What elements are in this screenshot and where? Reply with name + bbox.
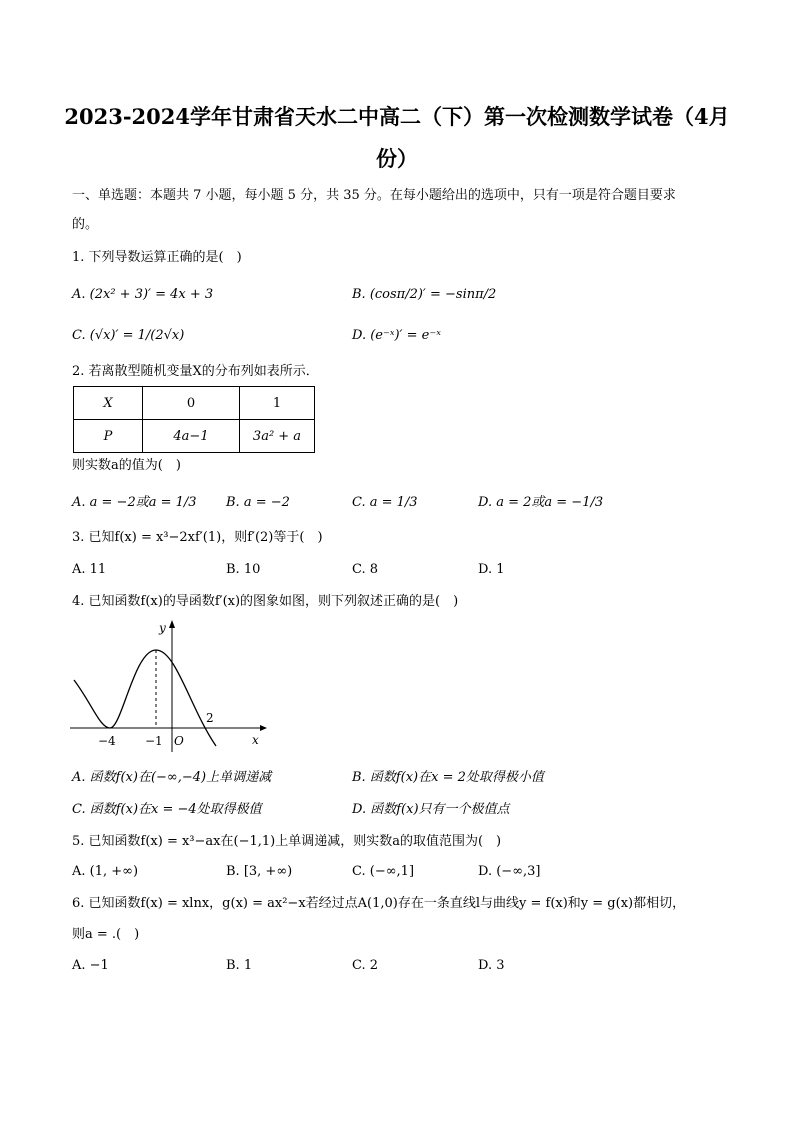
table-cell: X bbox=[74, 387, 143, 420]
q3-option-c: C. 8 bbox=[352, 562, 379, 577]
q4-stem: 4. 已知函数f(x)的导函数f′(x)的图象如图，则下列叙述正确的是( ) bbox=[72, 594, 459, 609]
q6-option-d: D. 3 bbox=[478, 958, 505, 973]
q6-option-b: B. 1 bbox=[226, 958, 253, 973]
q4-option-d: D. 函数f(x)只有一个极值点 bbox=[352, 802, 510, 817]
table-cell: 4a−1 bbox=[143, 420, 240, 453]
table-cell: 0 bbox=[143, 387, 240, 420]
derivative-curve bbox=[74, 650, 216, 746]
y-axis-label: y bbox=[159, 621, 166, 635]
table-cell: P bbox=[74, 420, 143, 453]
table-cell: 3a² + a bbox=[240, 420, 315, 453]
x-axis-label: x bbox=[252, 733, 259, 747]
q1-option-c: C. (√x)′ = 1/(2√x) bbox=[72, 328, 185, 343]
q6-option-c: C. 2 bbox=[352, 958, 379, 973]
q2-option-a: A. a = −2或a = 1/3 bbox=[72, 495, 197, 510]
exam-title-line1: 2023-2024学年甘肃省天水二中高二（下）第一次检测数学试卷（4月 bbox=[64, 104, 730, 129]
q1-option-d: D. (e⁻ˣ)′ = e⁻ˣ bbox=[352, 328, 441, 343]
q1-option-a: A. (2x² + 3)′ = 4x + 3 bbox=[72, 287, 214, 302]
tick-label: −1 bbox=[145, 734, 163, 748]
tick-label: −4 bbox=[98, 734, 116, 748]
q3-option-a: A. 11 bbox=[72, 562, 107, 577]
q4-option-a: A. 函数f(x)在(−∞,−4)上单调递减 bbox=[72, 770, 272, 785]
tick-label: 2 bbox=[206, 711, 214, 725]
q5-option-a: A. (1, +∞) bbox=[72, 864, 139, 879]
y-axis-arrow-icon bbox=[169, 620, 175, 628]
derivative-graph bbox=[68, 618, 268, 752]
q4-option-b: B. 函数f(x)在x = 2处取得极小值 bbox=[352, 770, 544, 785]
section-instructions-line2: 的。 bbox=[72, 217, 99, 232]
q3-stem: 3. 已知f(x) = x³−2xf′(1)，则f′(2)等于( ) bbox=[72, 530, 323, 545]
q5-option-b: B. [3, +∞) bbox=[226, 864, 293, 879]
table-cell: 1 bbox=[240, 387, 315, 420]
q5-stem: 5. 已知函数f(x) = x³−ax在(−1,1)上单调递减，则实数a的取值范围为( ) bbox=[72, 834, 502, 849]
distribution-table bbox=[73, 386, 315, 453]
origin-label: O bbox=[174, 734, 184, 748]
section-instructions-line1: 一、单选题：本题共 7 小题，每小题 5 分，共 35 分。在每小题给出的选项中，只有一项是符合题目要求 bbox=[72, 188, 676, 203]
q6-option-a: A. −1 bbox=[72, 958, 109, 973]
q2-option-d: D. a = 2或a = −1/3 bbox=[478, 495, 604, 510]
x-axis-arrow-icon bbox=[260, 725, 267, 731]
q4-option-c: C. 函数f(x)在x = −4处取得极值 bbox=[72, 802, 262, 817]
q2-option-b: B. a = −2 bbox=[226, 495, 290, 510]
exam-title-line2: 份） bbox=[376, 146, 418, 171]
table-row bbox=[74, 420, 315, 453]
q2-ask: 则实数a的值为( ) bbox=[72, 458, 181, 473]
q5-option-d: D. (−∞,3] bbox=[478, 864, 541, 879]
q6-stem: 6. 已知函数f(x) = xlnx，g(x) = ax²−x若经过点A(1,0)存在一条直线l与曲线y = f(x)和y = g(x)都相切， bbox=[72, 896, 686, 911]
q3-option-b: B. 10 bbox=[226, 562, 261, 577]
q5-option-c: C. (−∞,1] bbox=[352, 864, 415, 879]
q2-option-c: C. a = 1/3 bbox=[352, 495, 418, 510]
q1-option-b: B. (cosπ/2)′ = −sinπ/2 bbox=[352, 287, 497, 302]
q1-stem: 1. 下列导数运算正确的是( ) bbox=[72, 250, 242, 265]
q2-stem: 2. 若离散型随机变量X的分布列如表所示． bbox=[72, 364, 319, 379]
q6-stem-line2: 则a = .( ) bbox=[72, 927, 140, 942]
q3-option-d: D. 1 bbox=[478, 562, 505, 577]
table-row bbox=[74, 387, 315, 420]
